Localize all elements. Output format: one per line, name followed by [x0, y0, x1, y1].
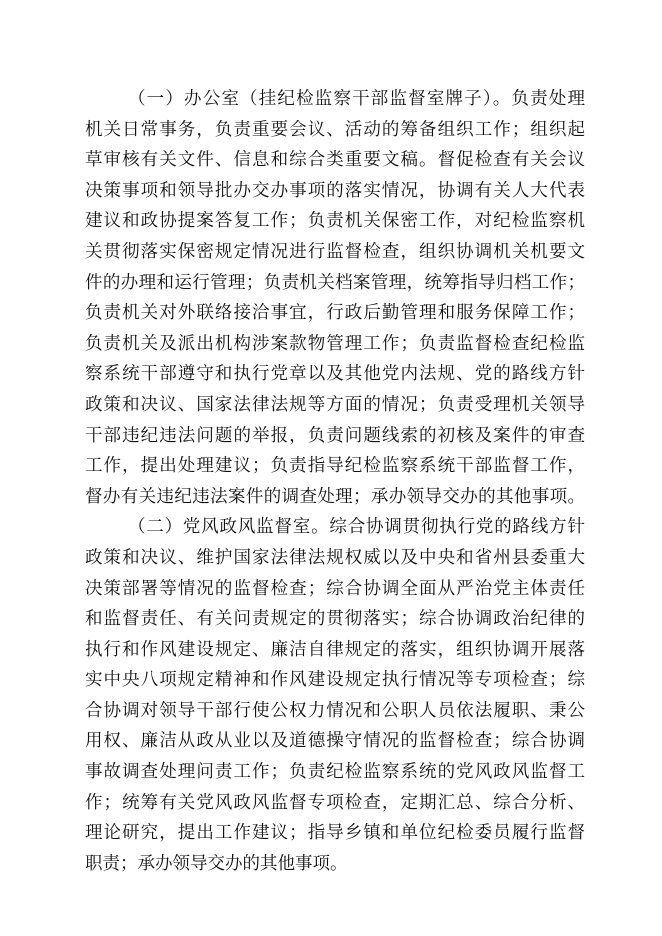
text-line: 合协调对领导干部行使公权力情况和公职人员依法履职、秉公 [85, 700, 585, 721]
text-line: 作；统筹有关党风政风监督专项检查，定期汇总、综合分析、 [85, 792, 585, 813]
text-line: 负责机关及派出机构涉案款物管理工作；负责监督检查纪检监 [85, 333, 585, 354]
document-body [85, 84, 585, 879]
text-line: 和监督责任、有关问责规定的贯彻落实；综合协调政治纪律的 [85, 609, 585, 630]
text-line: 件的办理和运行管理；负责机关档案管理，统筹指导归档工作； [85, 272, 585, 293]
text-line: 草审核有关文件、信息和综合类重要文稿。督促检查有关会议 [85, 150, 585, 171]
text-line: 事故调查处理问责工作；负责纪检监察系统的党风政风监督工 [85, 762, 585, 783]
text-line: 职责；承办领导交办的其他事项。 [85, 853, 348, 874]
text-line: 负责机关对外联络接洽事宜，行政后勤管理和服务保障工作； [85, 303, 585, 324]
text-line: 督办有关违纪违法案件的调查处理；承办领导交办的其他事项。 [85, 486, 585, 507]
text-line: 理论研究，提出工作建议；指导乡镇和单位纪检委员履行监督 [85, 823, 585, 844]
text-line: 决策事项和领导批办交办事项的落实情况，协调有关人大代表 [85, 180, 585, 201]
text-line: 决策部署等情况的监督检查；综合协调全面从严治党主体责任 [85, 578, 585, 599]
text-line: 机关日常事务，负责重要会议、活动的筹备组织工作；组织起 [85, 119, 585, 140]
text-line: 建议和政协提案答复工作；负责机关保密工作，对纪检监察机 [85, 211, 585, 232]
section-party-style-supervision [85, 512, 585, 879]
section-office [85, 84, 585, 512]
text-line: 政策和决议、国家法律法规等方面的情况；负责受理机关领导 [85, 394, 585, 415]
text-line: 察系统干部遵守和执行党章以及其他党内法规、党的路线方针 [85, 364, 585, 385]
text-line: （一）办公室（挂纪检监察干部监督室牌子）。负责处理 [128, 89, 585, 109]
text-line: 执行和作风建设规定、廉洁自律规定的落实，组织协调开展落 [85, 639, 585, 660]
text-line: 用权、廉洁从政从业以及道德操守情况的监督检查；综合协调 [85, 731, 585, 752]
text-line: 工作，提出处理建议；负责指导纪检监察系统干部监督工作， [85, 456, 585, 477]
text-line: 实中央八项规定精神和作风建设规定执行情况等专项检查；综 [85, 670, 585, 691]
text-line: 关贯彻落实保密规定情况进行监督检查，组织协调机关机要文 [85, 241, 585, 262]
text-line: 干部违纪违法问题的举报，负责问题线索的初核及案件的审查 [85, 425, 585, 446]
text-line: （二）党风政风监督室。综合协调贯彻执行党的路线方针 [128, 517, 585, 538]
text-line: 政策和决议、维护国家法律法规权威以及中央和省州县委重大 [85, 547, 585, 568]
